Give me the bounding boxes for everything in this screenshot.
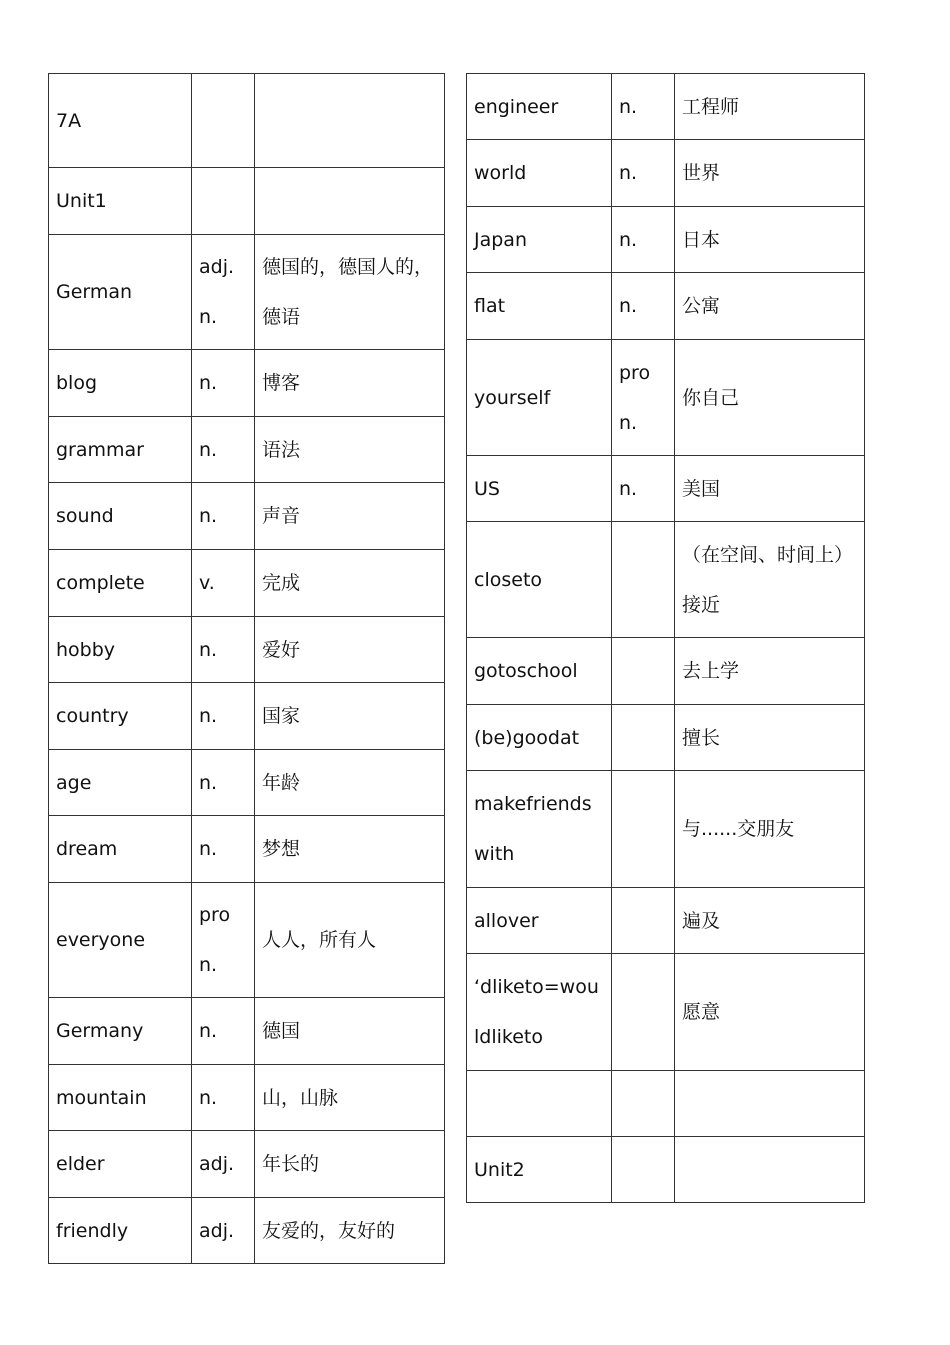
table-row	[467, 207, 865, 273]
table-row	[49, 617, 445, 683]
word-cell: sound	[49, 483, 192, 550]
meaning-cell: 完成	[255, 550, 445, 617]
pos-cell: adj.	[192, 1131, 255, 1198]
word-cell: everyone	[49, 883, 192, 998]
table-row	[49, 998, 445, 1065]
vocabulary-table-left	[48, 73, 445, 1264]
meaning-cell: 博客	[255, 350, 445, 417]
meaning-cell: 爱好	[255, 617, 445, 683]
table-row	[49, 816, 445, 883]
pos-cell: n.	[612, 207, 675, 273]
pos-cell: adj. n.	[192, 235, 255, 350]
table-row	[467, 140, 865, 207]
word-cell: age	[49, 750, 192, 816]
meaning-cell: 德国	[255, 998, 445, 1065]
meaning-cell: 国家	[255, 683, 445, 750]
pos-cell	[612, 771, 675, 888]
table-row	[467, 456, 865, 522]
pos-cell	[192, 168, 255, 235]
meaning-cell: 工程师	[675, 74, 865, 140]
meaning-cell: 擅长	[675, 705, 865, 771]
meaning-cell: 世界	[675, 140, 865, 207]
meaning-cell: 山，山脉	[255, 1065, 445, 1131]
meaning-cell: 声音	[255, 483, 445, 550]
pos-cell: pron.	[612, 340, 675, 456]
meaning-cell: 遍及	[675, 888, 865, 954]
meaning-cell: 与......交朋友	[675, 771, 865, 888]
word-cell	[467, 1071, 612, 1137]
word-cell: makefriends with	[467, 771, 612, 888]
word-cell: elder	[49, 1131, 192, 1198]
word-cell: blog	[49, 350, 192, 417]
table-row	[467, 74, 865, 140]
word-cell: mountain	[49, 1065, 192, 1131]
pos-cell: n.	[192, 683, 255, 750]
pos-cell	[612, 705, 675, 771]
word-cell: Unit1	[49, 168, 192, 235]
table-row	[467, 888, 865, 954]
table-row	[467, 522, 865, 638]
meaning-cell: 美国	[675, 456, 865, 522]
vocabulary-table-right	[466, 73, 865, 1203]
word-cell: ‘dliketo=wouldliketo	[467, 954, 612, 1071]
word-cell: complete	[49, 550, 192, 617]
pos-cell: adj.	[192, 1198, 255, 1264]
word-cell: engineer	[467, 74, 612, 140]
word-cell: country	[49, 683, 192, 750]
pos-cell: n.	[192, 816, 255, 883]
word-cell: Japan	[467, 207, 612, 273]
pos-cell: n.	[192, 1065, 255, 1131]
pos-cell	[612, 954, 675, 1071]
meaning-cell: 愿意	[675, 954, 865, 1071]
table-row	[49, 750, 445, 816]
pos-cell	[612, 1137, 675, 1203]
word-cell: yourself	[467, 340, 612, 456]
table-row	[49, 350, 445, 417]
pos-cell: n.	[612, 273, 675, 340]
pos-cell: v.	[192, 550, 255, 617]
pos-cell: n.	[612, 456, 675, 522]
meaning-cell: （在空间、时间上）接近	[675, 522, 865, 638]
meaning-cell	[255, 168, 445, 235]
meaning-cell	[675, 1071, 865, 1137]
meaning-cell: 去上学	[675, 638, 865, 705]
pos-cell: n.	[192, 617, 255, 683]
pos-cell	[192, 74, 255, 168]
table-row	[467, 954, 865, 1071]
word-cell: German	[49, 235, 192, 350]
word-cell: world	[467, 140, 612, 207]
table-row	[467, 705, 865, 771]
meaning-cell: 人人，所有人	[255, 883, 445, 998]
word-cell: grammar	[49, 417, 192, 483]
word-cell: Unit2	[467, 1137, 612, 1203]
pos-cell: n.	[192, 483, 255, 550]
word-cell: hobby	[49, 617, 192, 683]
word-cell: gotoschool	[467, 638, 612, 705]
table-row	[49, 883, 445, 998]
word-cell: friendly	[49, 1198, 192, 1264]
word-cell: (be)goodat	[467, 705, 612, 771]
pos-cell: pron.	[192, 883, 255, 998]
word-cell: 7A	[49, 74, 192, 168]
pos-cell: n.	[612, 74, 675, 140]
table-row	[467, 638, 865, 705]
table-row	[49, 235, 445, 350]
pos-cell: n.	[192, 350, 255, 417]
meaning-cell: 语法	[255, 417, 445, 483]
word-cell: US	[467, 456, 612, 522]
table-row	[467, 1071, 865, 1137]
word-cell: flat	[467, 273, 612, 340]
meaning-cell: 日本	[675, 207, 865, 273]
meaning-cell: 年长的	[255, 1131, 445, 1198]
meaning-cell: 你自己	[675, 340, 865, 456]
table-row	[49, 1198, 445, 1264]
meaning-cell: 梦想	[255, 816, 445, 883]
meaning-cell: 友爱的，友好的	[255, 1198, 445, 1264]
table-row	[467, 1137, 865, 1203]
pos-cell	[612, 1071, 675, 1137]
pos-cell	[612, 638, 675, 705]
meaning-cell: 德国的，德国人的，德语	[255, 235, 445, 350]
pos-cell: n.	[612, 140, 675, 207]
table-row	[467, 340, 865, 456]
table-row	[49, 417, 445, 483]
pos-cell	[612, 522, 675, 638]
table-body	[49, 74, 445, 1264]
table-row	[49, 483, 445, 550]
pos-cell: n.	[192, 998, 255, 1065]
meaning-cell	[255, 74, 445, 168]
word-cell: Germany	[49, 998, 192, 1065]
word-cell: closeto	[467, 522, 612, 638]
pos-cell: n.	[192, 417, 255, 483]
table-row	[49, 168, 445, 235]
table-row	[49, 74, 445, 168]
table-row	[49, 683, 445, 750]
word-cell: dream	[49, 816, 192, 883]
meaning-cell: 公寓	[675, 273, 865, 340]
table-row	[49, 1131, 445, 1198]
table-row	[467, 273, 865, 340]
meaning-cell	[675, 1137, 865, 1203]
table-row	[49, 550, 445, 617]
table-row	[49, 1065, 445, 1131]
pos-cell	[612, 888, 675, 954]
table-body	[467, 74, 865, 1203]
table-row	[467, 771, 865, 888]
meaning-cell: 年龄	[255, 750, 445, 816]
word-cell: allover	[467, 888, 612, 954]
pos-cell: n.	[192, 750, 255, 816]
